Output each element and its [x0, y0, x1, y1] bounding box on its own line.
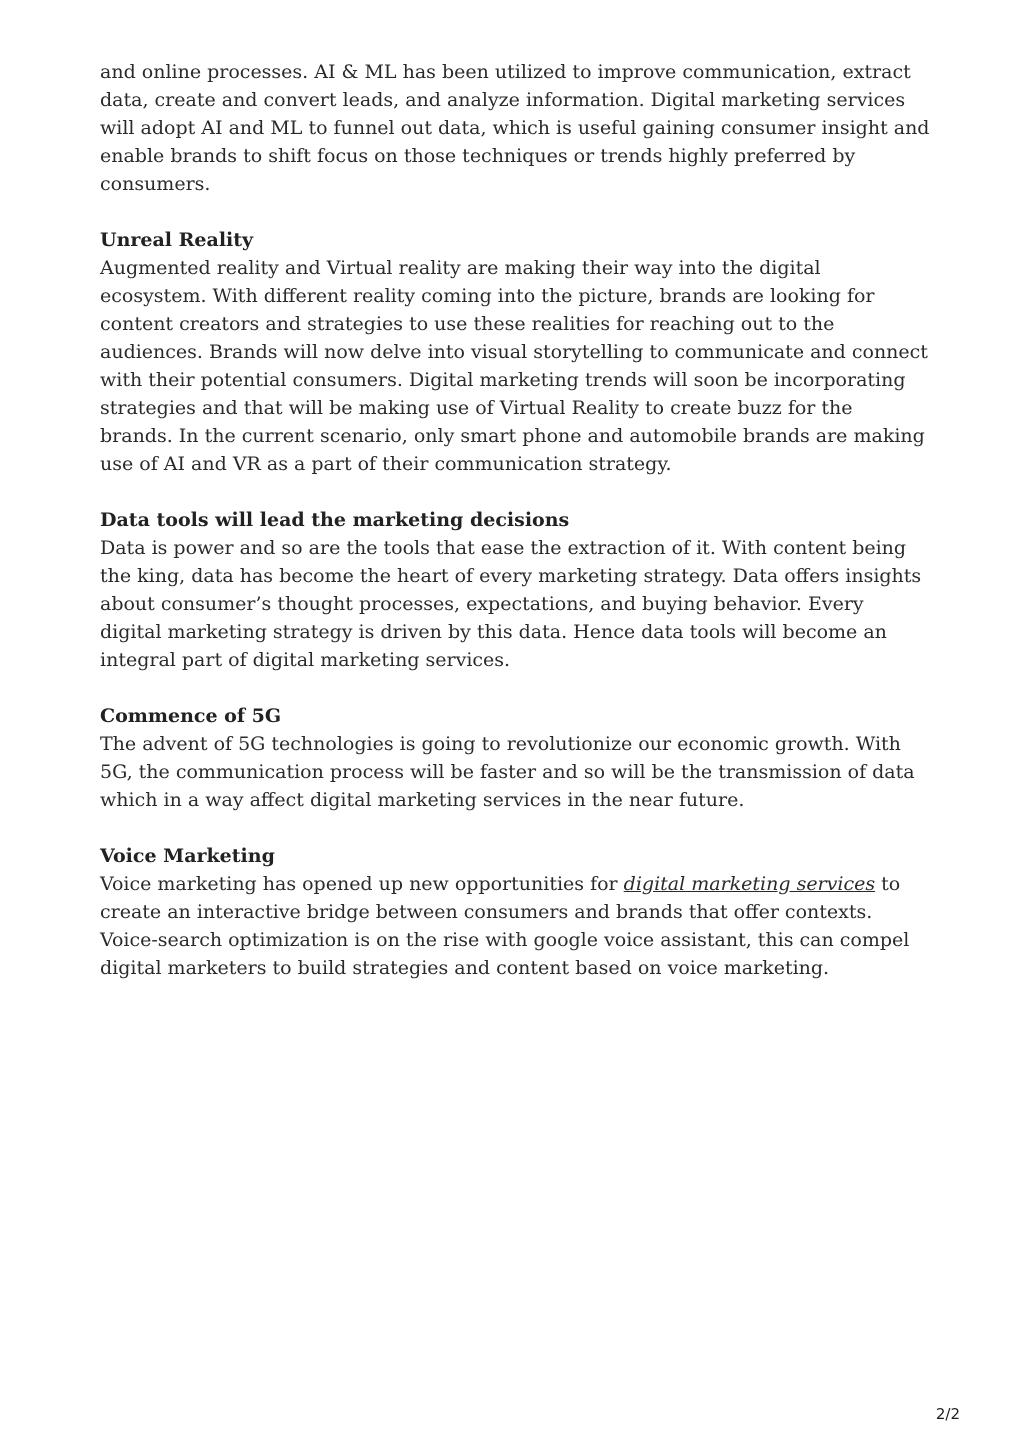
section-paragraph: Data is power and so are the tools that ease the extraction of it. With content being the king, data has become the heart of every marketing strategy. Data offers insights about consumer’s thought processes, expectations, and buying behavior. Every digital marketing strategy is driven by this data. Hence data tools will become an integral part of digital marketing services. — [100, 537, 922, 671]
digital-marketing-services-link[interactable]: digital marketing services — [623, 873, 876, 895]
section-paragraph — [100, 870, 930, 982]
section-data-tools — [100, 506, 930, 674]
section-unreal-reality — [100, 226, 930, 478]
section-paragraph: The advent of 5G technologies is going to revolutionize our economic growth. With 5G, the communication process will be faster and so will be the transmission of data which in a way affect digital marketing services in the near future. — [100, 733, 915, 811]
document-content — [100, 58, 930, 1010]
paragraph-text-after-link: to create an interactive bridge between consumers and brands that offer contexts. Voice-search optimization is on the rise with google voice assistant, this can compel digital marketers to build strategies and content based on voice marketing. — [100, 873, 910, 979]
section-voice-marketing — [100, 842, 930, 982]
page-number: 2/2 — [935, 1405, 960, 1423]
intro-paragraph: and online processes. AI & ML has been utilized to improve communication, extract data, create and convert leads, and analyze information. Digital marketing services will adopt AI and ML to funnel out data, which is useful gaining consumer insight and enable brands to shift focus on those techniques or trends highly preferred by consumers. — [100, 61, 930, 195]
paragraph-text-before-link: Voice marketing has opened up new opportunities for — [100, 873, 624, 895]
section-heading-voice-marketing: Voice Marketing — [100, 845, 275, 867]
section-heading-unreal-reality: Unreal Reality — [100, 229, 254, 251]
section-heading-commence-of-5g: Commence of 5G — [100, 705, 282, 727]
section-paragraph: Augmented reality and Virtual reality are making their way into the digital ecosystem. With different reality coming into the picture, brands are looking for content creators and strategies to use these realities for reaching out to the audiences. Brands will now delve into visual storytelling to communicate and connect with their potential consumers. Digital marketing trends will soon be incorporating strategies and that will be making use of Virtual Reality to create buzz for the brands. In the current scenario, only smart phone and automobile brands are making use of AI and VR as a part of their communication strategy. — [100, 257, 928, 475]
section-commence-of-5g — [100, 702, 930, 814]
section-heading-data-tools: Data tools will lead the marketing decisions — [100, 509, 570, 531]
